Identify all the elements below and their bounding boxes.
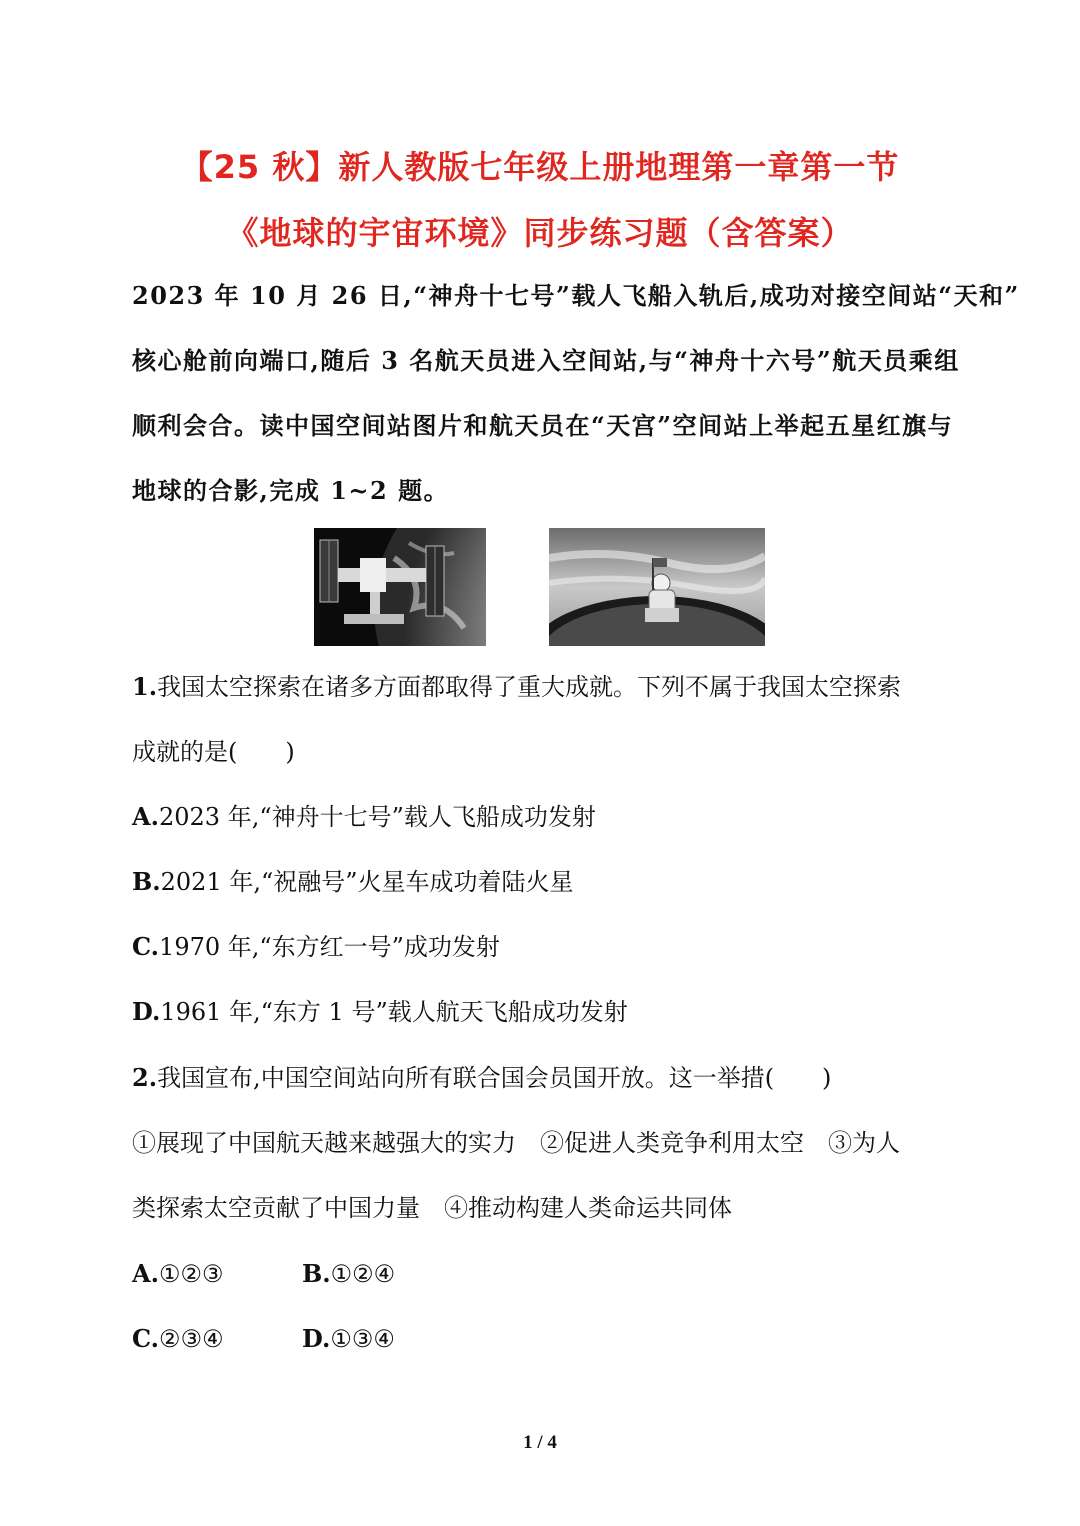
intro-line: 地球的合影,完成 1~2 题。	[132, 476, 450, 505]
intro-line: 2023 年 10 月 26 日,“神舟十七号”载人飞船入轨后,成功对接空间站“天和”	[132, 281, 1020, 310]
option-label: D.	[302, 1324, 331, 1353]
space-station-image	[314, 528, 486, 646]
option-label: A.	[132, 802, 159, 831]
q2-option-c	[132, 1321, 292, 1357]
option-label: B.	[132, 867, 161, 896]
option-d	[132, 994, 962, 1030]
option-c	[132, 929, 962, 965]
option-text: 1961 年,“东方 1 号”载人航天飞船成功发射	[160, 998, 628, 1026]
option-b	[132, 864, 962, 900]
option-label: C.	[132, 1324, 160, 1353]
option-text: ①②④	[330, 1260, 396, 1288]
option-label: B.	[302, 1259, 331, 1288]
question-1-text: 我国太空探索在诸多方面都取得了重大成就。下列不属于我国太空探索	[157, 673, 902, 701]
question-2-text: 我国宣布,中国空间站向所有联合国会员国开放。这一举措( )	[157, 1064, 832, 1092]
astronaut-flag-image	[549, 528, 765, 646]
q2-option-a	[132, 1256, 292, 1292]
intro-line: 核心舱前向端口,随后 3 名航天员进入空间站,与“神舟十六号”航天员乘组	[132, 346, 960, 375]
option-text: ①③④	[330, 1325, 395, 1353]
option-text: 2023 年,“神舟十七号”载人飞船成功发射	[158, 803, 596, 831]
option-a	[132, 799, 962, 835]
question-2-number: 2.	[132, 1063, 158, 1092]
q2-option-d	[302, 1321, 395, 1357]
question-2-items: ①展现了中国航天越来越强大的实力 ②促进人类竞争利用太空 ③为人	[132, 1129, 900, 1157]
q2-option-b	[302, 1256, 395, 1292]
question-2-stem	[132, 1060, 962, 1096]
option-text: 2021 年,“祝融号”火星车成功着陆火星	[160, 868, 574, 896]
option-text: ①②③	[158, 1260, 224, 1288]
document-title-line2: 《地球的宇宙环境》同步练习题（含答案）	[226, 214, 854, 252]
option-label: A.	[132, 1259, 159, 1288]
option-text: 1970 年,“东方红一号”成功发射	[159, 933, 500, 961]
page-number: 1 / 4	[523, 1432, 557, 1453]
option-text: ②③④	[159, 1325, 224, 1353]
question-1-stem-cont: 成就的是( )	[132, 738, 295, 766]
question-2-items-cont: 类探索太空贡献了中国力量 ④推动构建人类命运共同体	[132, 1194, 732, 1222]
option-label: C.	[132, 932, 160, 961]
document-title-line1: 【25 秋】新人教版七年级上册地理第一章第一节	[180, 148, 900, 186]
option-label: D.	[132, 997, 161, 1026]
question-1-stem	[132, 669, 962, 705]
intro-line: 顺利会合。读中国空间站图片和航天员在“天宫”空间站上举起五星红旗与	[132, 411, 954, 440]
question-1-number: 1.	[132, 672, 158, 701]
